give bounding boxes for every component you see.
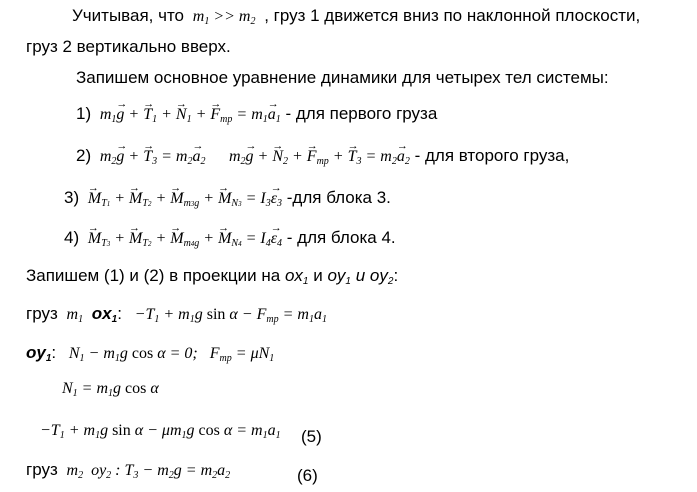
equation-3-text: -для блока 3. (286, 188, 391, 207)
axis-oy2: oy (369, 266, 388, 285)
load-2-formula: $m_2$ $oy_2$ : $T_3 - m_2g = m_2a_2$ (62, 462, 231, 481)
projection-colon: : (393, 266, 399, 285)
equation-4 (64, 228, 396, 254)
equation-1-text: - для первого груза (285, 104, 438, 123)
equation-2-text: - для второго груза, (414, 146, 570, 165)
load-1-ox-formula: $-T_1 + m_1g$ $\sin \alpha - F_{тр} = m_1a_1$ (126, 306, 327, 325)
ox1-colon: : (117, 304, 122, 323)
load-1-mass: $m_1$ (62, 306, 84, 325)
equation-4-label: 4) (64, 228, 80, 247)
equation-4-formula: → $M_{T3}$ + → $M_{T2}$ + → $M_{m4g}$ + → $M_{N4} = I_4\to \varepsilon_4$ (84, 230, 282, 247)
equation-4-text: - для блока 4. (286, 228, 396, 247)
equation-5-formula: $-T_1 + m_1g$ $\sin \alpha - \mu m_1g$ $\cos \alpha = m_1a_1$ (40, 422, 281, 441)
axis-oy1: oy (327, 266, 346, 285)
mass-condition-formula: $m_1 >> m_2$ (188, 8, 256, 27)
equation-1-formula: $m_1\to g$ + → $T_1$ + → $N_1$ + → $F_{тр} = m_1\to a_1$ (96, 106, 281, 123)
intro-text-a: Учитывая, что (72, 6, 185, 25)
load-2-line (26, 460, 230, 486)
normal-force-line (62, 378, 159, 404)
oy1-colon: : (51, 343, 57, 362)
axis-ox: ox (284, 266, 303, 285)
load-1-word: груз (26, 304, 58, 323)
equation-2-formula-b: $m_2\to g$ + → $N_2$ + → $F_{тр}$ + → $T_3 = m_2\to a_2$ (229, 148, 410, 165)
dynamics-heading: Запишем основное уравнение динамики для четырех тел системы: (76, 68, 609, 87)
equation-1 (76, 104, 437, 130)
projection-text: Запишем (1) и (2) в проекции на (26, 266, 281, 285)
equation-6-number: (6) (297, 466, 318, 485)
equation-1-label: 1) (76, 104, 92, 123)
and-word-1: и (313, 266, 323, 285)
intro-line (72, 6, 640, 32)
intro-line-2: груз 2 вертикально вверх. (26, 37, 231, 56)
equation-5-line (40, 420, 281, 446)
equation-5-number: (5) (301, 427, 322, 446)
ox1-axis: $ox_1$ (91, 304, 118, 325)
normal-force-formula: $N_1 = m_1g$ cos α (62, 380, 159, 399)
oy1-axis: $oy_1$ (26, 343, 52, 364)
intro-text-b: , груз 1 движется вниз по наклонной плоскости, (264, 6, 641, 25)
equation-2-formula-a: $m_2\to g$ + → $T_3 = m_2\to a_2$ (96, 148, 206, 165)
equation-3 (64, 188, 391, 214)
load-1-ox-line (26, 304, 327, 330)
projection-heading (26, 266, 398, 292)
axis-oy2-sub: 2 (387, 276, 394, 287)
equation-3-formula: → $M_{T1}$ + → $M_{T2}$ + → $M_{m3g}$ + → $M_{N3} = I_3\to \varepsilon_3$ (84, 190, 282, 207)
load-2-word: груз (26, 460, 58, 479)
equation-2-label: 2) (76, 146, 92, 165)
and-word-2: и (355, 266, 366, 285)
axis-oy1-sub: 1 (345, 276, 351, 287)
equation-3-label: 3) (64, 188, 80, 207)
equation-2 (76, 146, 569, 172)
axis-ox-sub: 1 (302, 276, 309, 287)
oy1-formula: $N_1 - m_1g$ cos α = 0; $F_{тр} = \mu N_1$ (60, 345, 275, 364)
oy1-line (26, 343, 274, 369)
